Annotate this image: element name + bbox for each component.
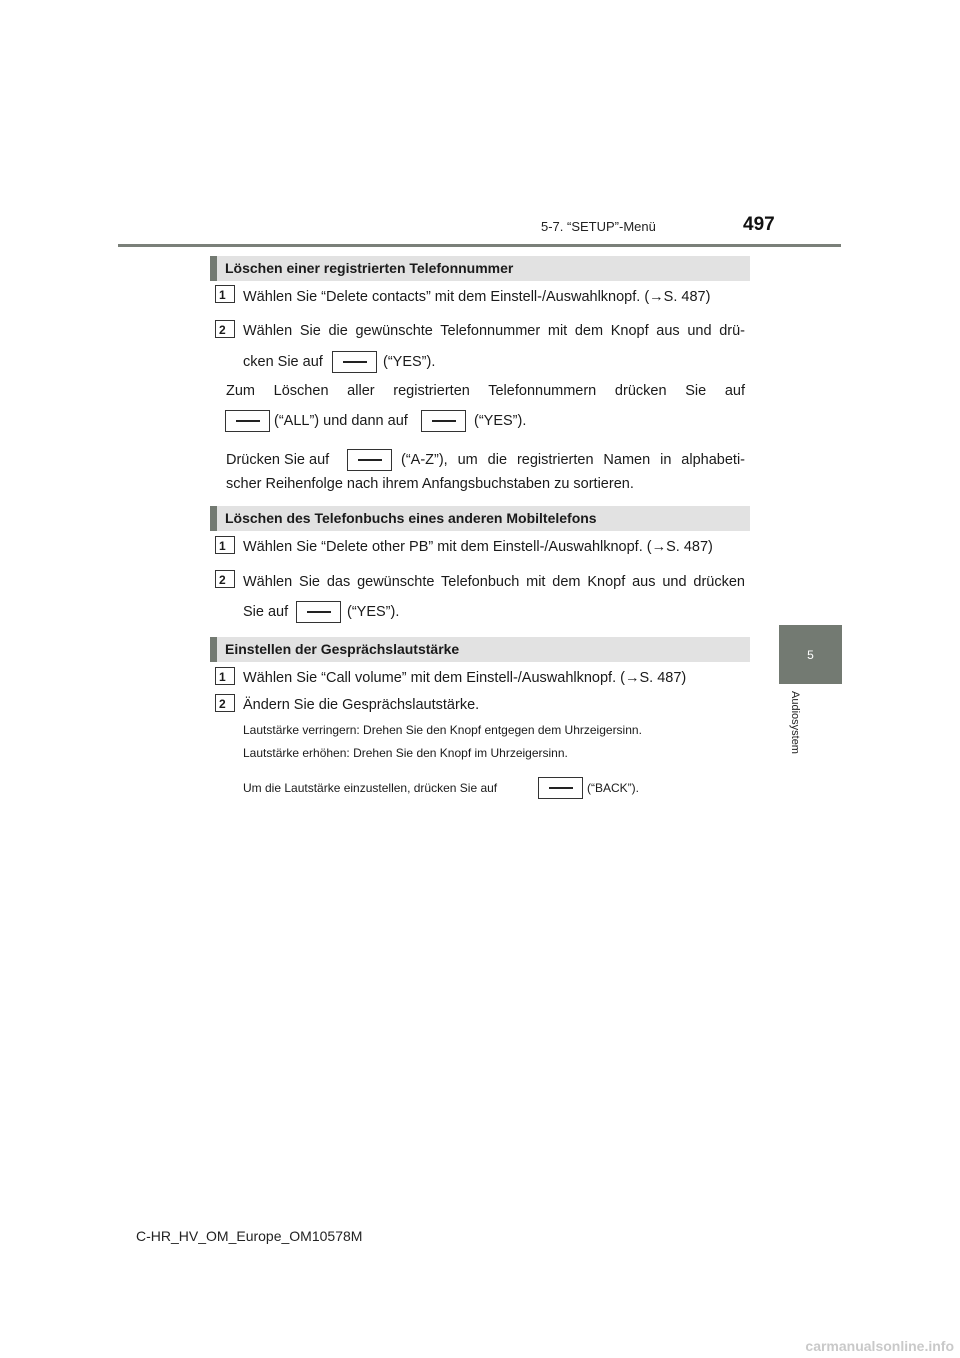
- step-text: Ändern Sie die Gesprächslautstärke.: [243, 697, 480, 713]
- sub-note: Lautstärke erhöhen: Drehen Sie den Knopf im Uhrzeigersinn.: [243, 746, 568, 760]
- step-number: 2: [215, 694, 235, 712]
- section-title-delete-phonebook: Löschen des Telefonbuchs eines anderen Mobiltelefons: [210, 506, 750, 531]
- sub-note: Um die Lautstärke einzustellen, drücken Sie auf: [243, 781, 498, 795]
- header-section: 5-7. “SETUP”-Menü: [541, 219, 656, 234]
- step-text: Wählen Sie das gewünschte Telefonbuch mit dem Knopf aus und drücken: [243, 574, 745, 590]
- step-text: Wählen Sie “Delete other PB” mit dem Einstell-/Auswahlknopf. (→S. 487): [243, 539, 713, 555]
- section-title-delete-number: Löschen einer registrierten Telefonnummer: [210, 256, 750, 281]
- note-text: (“YES”).: [474, 413, 527, 429]
- chapter-tab: [779, 625, 842, 684]
- footer-code: C-HR_HV_OM_Europe_OM10578M: [136, 1228, 363, 1244]
- az-button-icon: [347, 449, 392, 471]
- chapter-label-text: Audiosystem: [789, 691, 801, 754]
- note-text: Zum Löschen aller registrierten Telefonnummern drücken Sie auf: [226, 383, 745, 399]
- page-number: 497: [743, 214, 775, 235]
- yes-button-icon: [296, 601, 341, 623]
- note-text: (“A-Z”), um die registrierten Namen in alphabeti-: [401, 452, 745, 468]
- chapter-tab-number: 5: [807, 647, 814, 662]
- yes-button-icon: [332, 351, 377, 373]
- step-number: 1: [215, 536, 235, 554]
- note-text: scher Reihenfolge nach ihrem Anfangsbuchstaben zu sortieren.: [226, 476, 634, 492]
- yes-button-icon: [421, 410, 466, 432]
- chapter-label: [787, 691, 803, 771]
- back-button-icon: [538, 777, 583, 799]
- step-text: cken Sie auf: [243, 354, 323, 370]
- step-text: (“YES”).: [347, 604, 400, 620]
- step-text: Sie auf: [243, 604, 289, 620]
- watermark: carmanualsonline.info: [805, 1338, 954, 1354]
- all-button-icon: [225, 410, 270, 432]
- step-number: 2: [215, 320, 235, 338]
- step-number: 1: [215, 667, 235, 685]
- step-number: 1: [215, 285, 235, 303]
- sub-note: Lautstärke verringern: Drehen Sie den Knopf entgegen dem Uhrzeigersinn.: [243, 723, 642, 737]
- header-rule: [118, 244, 841, 247]
- step-text: Wählen Sie die gewünschte Telefonnummer mit dem Knopf aus und drü-: [243, 323, 745, 339]
- step-text: (“YES”).: [383, 354, 436, 370]
- note-text: Drücken Sie auf: [226, 452, 330, 468]
- note-text: (“ALL”) und dann auf: [274, 413, 408, 429]
- sub-note: (“BACK”).: [587, 781, 639, 795]
- step-text: Wählen Sie “Delete contacts” mit dem Einstell-/Auswahlknopf. (→S. 487): [243, 289, 711, 305]
- section-title-call-volume: Einstellen der Gesprächslautstärke: [210, 637, 750, 662]
- step-text: Wählen Sie “Call volume” mit dem Einstell-/Auswahlknopf. (→S. 487): [243, 670, 687, 686]
- step-number: 2: [215, 570, 235, 588]
